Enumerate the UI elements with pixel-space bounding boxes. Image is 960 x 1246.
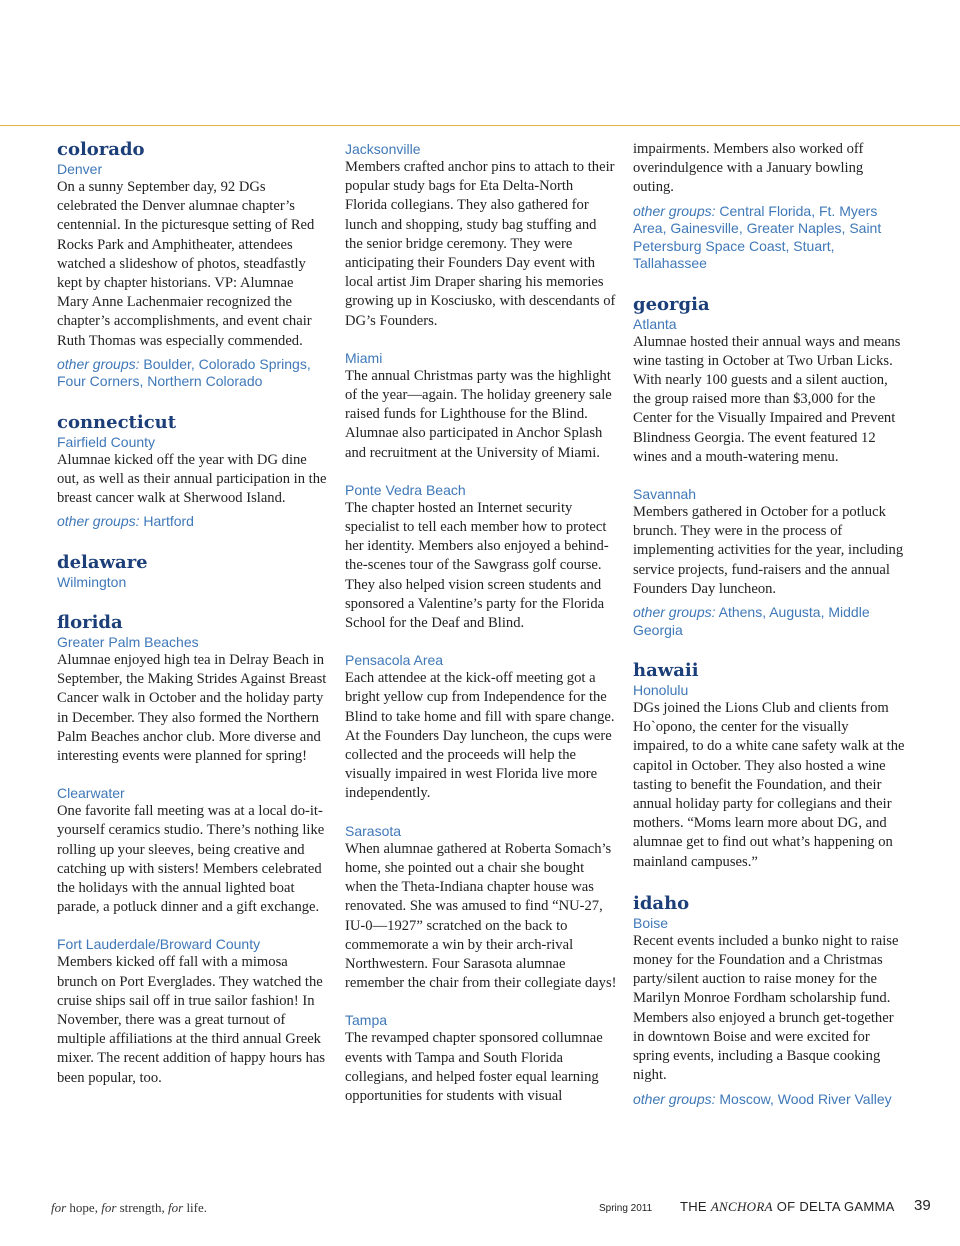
other-groups-label: other groups: bbox=[57, 513, 140, 530]
magazine-title-prefix: THE bbox=[680, 1199, 711, 1214]
tagline-strength: strength, bbox=[116, 1200, 169, 1215]
footer-magazine-title bbox=[680, 1199, 895, 1215]
chapter-tampa-continued bbox=[633, 140, 905, 273]
other-groups-list: Moscow, Wood River Valley bbox=[715, 1090, 892, 1107]
chapter-report: impairments. Members also worked off overindulgence with a January bowling outing. bbox=[633, 141, 864, 196]
other-groups-label: other groups: bbox=[633, 1090, 716, 1107]
section-florida bbox=[57, 613, 327, 766]
section-idaho bbox=[633, 894, 905, 1108]
top-rule bbox=[0, 125, 960, 126]
state-heading: georgia bbox=[633, 293, 710, 315]
state-heading: idaho bbox=[633, 892, 690, 914]
tagline-for: for bbox=[51, 1200, 67, 1215]
tagline-for: for bbox=[101, 1200, 117, 1215]
chapter-name: Clearwater bbox=[57, 785, 125, 802]
chapter-report: Members kicked off fall with a mimosa brunch on Port Everglades. They watched the cruise ships sail off in true sailor fashion! In November, there was a great turnout of multiple affiliations at the third annual Greek mixer. The recent addition of happy hours has been popular, too. bbox=[57, 954, 326, 1086]
other-groups-label: other groups: bbox=[633, 604, 716, 621]
chapter-name: Jacksonville bbox=[345, 141, 421, 157]
chapter-report: When alumnae gathered at Roberta Somach’s home, she pointed out a chair she bought when the Theta-Indiana chapter house was renovated. She was amused to find “NU-27, IU-0—1927” scratched on the back to commemorate a win by their arch-rival Northwestern. Four Sarasota alumnae remember the chair from their collegiate days! bbox=[345, 840, 617, 992]
footer-tagline bbox=[51, 1200, 207, 1216]
section-connecticut bbox=[57, 413, 327, 531]
chapter-name: Sarasota bbox=[345, 822, 402, 839]
chapter-report: On a sunny September day, 92 DGs celebrated the Denver alumnae chapter’s centennial. In the picturesque setting of Red Rocks Park and Amphitheater, attendees watched a slideshow of photos, steadfastly kept by chapter historians. VP: Alumnae Mary Anne Lachenmaier recognized the chapter’s accomplishments, and event chair Ruth Thomas was especially commended. bbox=[57, 179, 315, 349]
chapter-clearwater bbox=[57, 784, 327, 917]
section-hawaii bbox=[633, 661, 905, 872]
chapter-report: Recent events included a bunko night to raise money for the Foundation and a Christmas party/silent auction to raise money for the Marilyn Monroe Fordham scholarship fund. Members also enjoyed a brunch get-together in downtown Boise and were excited for spring events, including a Basque cooking night. bbox=[633, 932, 899, 1084]
chapter-report: One favorite fall meeting was at a local do-it-yourself ceramics studio. There’s nothing like rolling up your sleeves, being creative and catching up with sisters! Members celebrated the holidays with the annual lighted boat parade, a potluck dinner and a gift exchange. bbox=[57, 803, 325, 916]
chapter-report: The revamped chapter sponsored collumnae events with Tampa and South Florida collegians, and helped foster equal learning opportunities for students with visual bbox=[345, 1030, 603, 1104]
chapter-report: Each attendee at the kick-off meeting got a bright yellow cup from Independence for the Blind to take home and fill with spare change. At the Founders Day luncheon, the cups were collected and the proceeds will help the visually impaired in west Florida live more independently. bbox=[345, 670, 615, 802]
chapter-name: Savannah bbox=[633, 486, 697, 503]
chapter-name: Wilmington bbox=[57, 573, 127, 590]
other-groups-label: other groups: bbox=[57, 355, 140, 372]
chapter-report: Alumnae enjoyed high tea in Delray Beach in September, the Making Strides Against Breast Cancer walk in October and the holiday party in December. They also formed the Northern Palm Beaches anchor club. More diverse and interesting events were planned for spring! bbox=[57, 651, 327, 764]
state-heading: florida bbox=[57, 611, 123, 633]
chapter-savannah bbox=[633, 485, 905, 639]
column-1 bbox=[57, 140, 327, 1088]
chapter-sarasota bbox=[345, 822, 617, 994]
tagline-life: life. bbox=[183, 1200, 208, 1215]
chapter-report: Alumnae kicked off the year with DG dine out, as well as their annual participation in the breast cancer walk at Sherwood Island. bbox=[57, 451, 327, 507]
tagline-for: for bbox=[168, 1200, 184, 1215]
chapter-name: Greater Palm Beaches bbox=[57, 633, 199, 650]
footer-issue-date: Spring 2011 bbox=[599, 1203, 653, 1214]
chapter-tampa bbox=[345, 1011, 617, 1106]
chapter-name: Atlanta bbox=[633, 315, 677, 332]
magazine-title-suffix: OF DELTA GAMMA bbox=[772, 1199, 895, 1214]
chapter-jacksonville bbox=[345, 140, 617, 331]
chapter-pensacola bbox=[345, 651, 617, 803]
other-groups bbox=[633, 203, 905, 273]
chapter-ponte-vedra bbox=[345, 481, 617, 633]
tagline-hope: hope, bbox=[66, 1200, 102, 1215]
column-3 bbox=[633, 140, 905, 1108]
column-2 bbox=[345, 140, 617, 1106]
chapter-fort-lauderdale bbox=[57, 935, 327, 1087]
chapter-name: Ponte Vedra Beach bbox=[345, 481, 466, 498]
chapter-name: Tampa bbox=[345, 1012, 388, 1029]
section-delaware bbox=[57, 553, 327, 591]
chapter-name: Denver bbox=[57, 161, 103, 177]
chapter-report: Members gathered in October for a potluck brunch. They were in the process of implementing activities for the year, including service projects, fund-raisers and the annual Founders Day luncheon. bbox=[633, 504, 904, 597]
section-georgia bbox=[633, 295, 905, 467]
section-colorado bbox=[57, 140, 327, 391]
chapter-report: DGs joined the Lions Club and clients from Ho`opono, the center for the visually impaired, to do a white cane safety walk at the capitol in October. They also hosted a wine tasting to benefit the Foundation, and their annual holiday party for collegians and their mothers. “Moms learn more about DG, and alumnae get to find out what’s happening on mainland campuses.” bbox=[633, 700, 905, 870]
chapter-name: Miami bbox=[345, 349, 383, 366]
chapter-report: The chapter hosted an Internet security specialist to tell each member how to protect her identity. Members also enjoyed a behind-the-scenes tour of the Sawgrass golf course. They also helped vision screen students and sponsored a Valentine’s party for the Florida School for the Deaf and Blind. bbox=[345, 499, 609, 632]
chapter-name: Fairfield County bbox=[57, 433, 156, 450]
other-groups bbox=[57, 513, 327, 531]
other-groups-list: Boulder, Colorado Springs, Four Corners, Northern Colorado bbox=[57, 355, 311, 390]
magazine-title-name: ANCHORA bbox=[710, 1199, 773, 1214]
chapter-name: Boise bbox=[633, 914, 669, 931]
other-groups bbox=[57, 356, 327, 391]
chapter-report: Members crafted anchor pins to attach to their popular study bags for Eta Delta-North Florida collegians. They also gathered for lunch and shopping, study bag stuffing and the senior bridge ceremony. They were anticipating their Founders Day event with local artist Jim Draper sharing his memories growing up in Kosciusko, with descendants of DG’s Founders. bbox=[345, 159, 616, 329]
page-number: 39 bbox=[914, 1197, 931, 1214]
other-groups-list: Hartford bbox=[139, 513, 194, 530]
state-heading: delaware bbox=[57, 551, 148, 573]
chapter-name: Honolulu bbox=[633, 682, 689, 699]
other-groups bbox=[633, 1091, 905, 1109]
other-groups-list: Central Florida, Ft. Myers Area, Gainesville, Greater Naples, Saint Petersburg Space Coast, Stuart, Tallahassee bbox=[633, 202, 882, 272]
chapter-miami bbox=[345, 349, 617, 463]
state-heading: colorado bbox=[57, 139, 145, 160]
chapter-report: Alumnae hosted their annual ways and means wine tasting in October at Two Urban Licks. With nearly 100 guests and a silent auction, the group raised more than $3,000 for the Center for the Visually Impaired and Prevent Blindness Georgia. The event featured 12 wines and a mouth-watering menu. bbox=[633, 333, 901, 465]
chapter-report: The annual Christmas party was the highlight of the year—again. The holiday greenery sale raised funds for Lighthouse for the Blind. Alumnae also participated in Anchor Splash and recruitment at the University of Miami. bbox=[345, 367, 612, 461]
other-groups-list: Athens, Augusta, Middle Georgia bbox=[633, 604, 870, 638]
other-groups bbox=[633, 604, 905, 639]
other-groups-label: other groups: bbox=[633, 202, 716, 219]
state-heading: connecticut bbox=[57, 411, 177, 433]
chapter-name: Pensacola Area bbox=[345, 652, 444, 669]
chapter-name: Fort Lauderdale/Broward County bbox=[57, 936, 261, 953]
state-heading: hawaii bbox=[633, 660, 699, 682]
